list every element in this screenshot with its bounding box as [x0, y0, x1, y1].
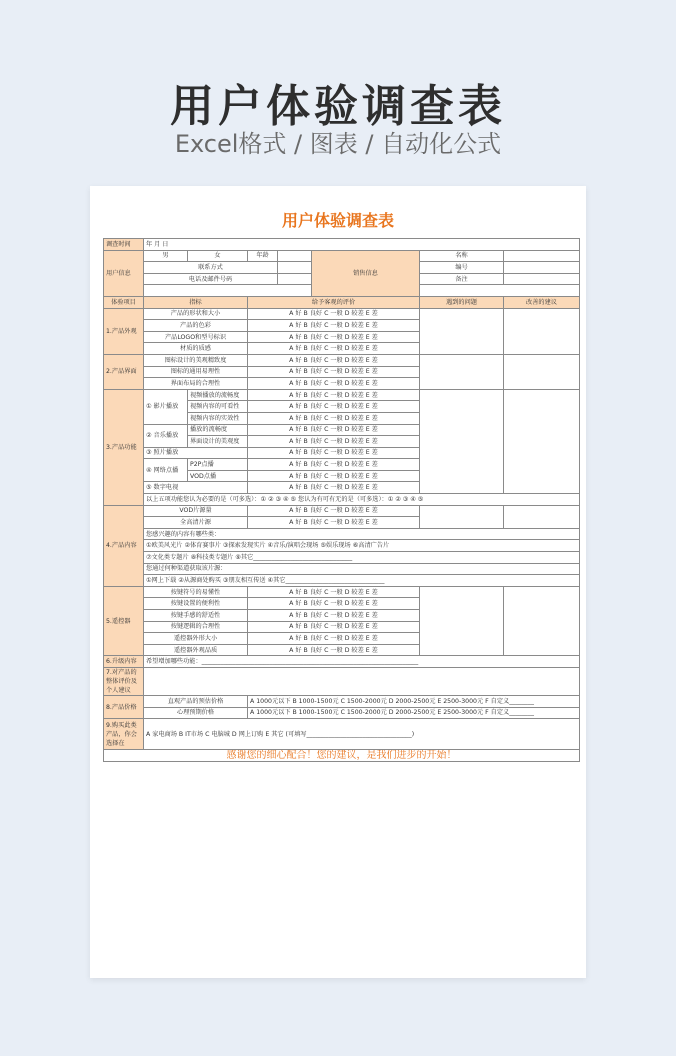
section-upgrade: 6.升级内容 — [104, 656, 144, 668]
section-purchase: 9.购买此类产品，你会选择在 — [104, 719, 144, 750]
rating-options[interactable]: A 好 B 良好 C 一般 D 较差 E 差 — [248, 354, 420, 366]
suggestion-field[interactable] — [504, 308, 580, 354]
interest-options-2[interactable]: ⑦文化类专题片 ⑧科技类专题片 ⑨其它________________________________ — [144, 552, 580, 564]
age-label: 年龄 — [248, 250, 278, 262]
rating-options[interactable]: A 好 B 良好 C 一般 D 较差 E 差 — [248, 517, 420, 529]
contact-field[interactable] — [278, 262, 312, 274]
suggestion-field[interactable] — [504, 505, 580, 528]
dealer-note-field[interactable] — [504, 273, 580, 285]
rating-options[interactable]: A 好 B 良好 C 一般 D 较差 E 差 — [248, 447, 420, 459]
header-problem: 遇到的问题 — [420, 296, 504, 308]
user-info-row — [104, 250, 580, 262]
rating-options[interactable]: A 好 B 良好 C 一般 D 较差 E 差 — [248, 482, 420, 494]
index-label: 播放的流畅度 — [188, 424, 248, 436]
header-suggestion: 改善的建议 — [504, 296, 580, 308]
survey-time-label: 调查时间 — [104, 239, 144, 251]
email-phone-label: 电话及邮件号码 — [144, 273, 278, 285]
price-row-label: 心理预期价格 — [144, 707, 248, 719]
index-label: 按键符号的易懂性 — [144, 586, 248, 598]
photo-label: ③ 照片播放 — [144, 447, 248, 459]
index-label: 全高清片源 — [144, 517, 248, 529]
index-label: 遥控器外形大小 — [144, 633, 248, 645]
rating-options[interactable]: A 好 B 良好 C 一般 D 较差 E 差 — [248, 412, 420, 424]
dealer-info-label: 销售信息 — [312, 250, 420, 296]
overall-field[interactable] — [144, 667, 580, 695]
source-question: 您通过何种渠道获取该片源： — [144, 563, 580, 575]
dealer-name-label: 名称 — [420, 250, 504, 262]
header-rating: 给予客观的评价 — [248, 296, 420, 308]
dealer-code-field[interactable] — [504, 262, 580, 274]
section-overall: 7.对产品的整体评价及个人建议 — [104, 667, 144, 695]
suggestion-field[interactable] — [504, 389, 580, 493]
section-interface: 2.产品界面 — [104, 354, 144, 389]
rating-options[interactable]: A 好 B 良好 C 一般 D 较差 E 差 — [248, 366, 420, 378]
price-options[interactable]: A 1000元以下 B 1000-1500元 C 1500-2000元 D 2000-2500元 E 2500-3000元 F 自定义________ — [248, 695, 580, 707]
rating-options[interactable]: A 好 B 良好 C 一般 D 较差 E 差 — [248, 343, 420, 355]
rating-options[interactable]: A 好 B 良好 C 一般 D 较差 E 差 — [248, 331, 420, 343]
index-label: 图标设计的美观精致度 — [144, 354, 248, 366]
header-row — [104, 296, 580, 308]
index-label: VOD片源量 — [144, 505, 248, 517]
index-label: 界面布局的合理性 — [144, 378, 248, 390]
rating-options[interactable]: A 好 B 良好 C 一般 D 较差 E 差 — [248, 644, 420, 656]
survey-sheet — [90, 186, 586, 978]
email-phone-field[interactable] — [278, 273, 312, 285]
music-label: ② 音乐播放 — [144, 424, 188, 447]
index-label: 视频内容的实效性 — [188, 412, 248, 424]
interest-question: 您感兴趣的内容有哪些类： — [144, 528, 580, 540]
hero-title: 用户体验调查表 — [170, 81, 506, 132]
index-label: 产品的形状和大小 — [144, 308, 248, 320]
survey-table — [103, 238, 580, 762]
index-label: P2P点播 — [188, 459, 248, 471]
rating-options[interactable]: A 好 B 良好 C 一般 D 较差 E 差 — [248, 459, 420, 471]
index-label: VOD点播 — [188, 470, 248, 482]
rating-options[interactable]: A 好 B 良好 C 一般 D 较差 E 差 — [248, 378, 420, 390]
rating-options[interactable]: A 好 B 良好 C 一般 D 较差 E 差 — [248, 389, 420, 401]
section-content: 4.产品内容 — [104, 505, 144, 586]
problem-field[interactable] — [420, 586, 504, 656]
dealer-code-label: 编号 — [420, 262, 504, 274]
index-label: 按键手感的舒适性 — [144, 610, 248, 622]
index-label: 视频内容的可看性 — [188, 401, 248, 413]
section-remote: 5.遥控器 — [104, 586, 144, 656]
rating-options[interactable]: A 好 B 良好 C 一般 D 较差 E 差 — [248, 633, 420, 645]
rating-options[interactable]: A 好 B 良好 C 一般 D 较差 E 差 — [248, 320, 420, 332]
user-info-label: 用户信息 — [104, 250, 144, 296]
gender-female[interactable]: 女 — [188, 250, 248, 262]
price-options[interactable]: A 1000元以下 B 1000-1500元 C 1500-2000元 D 2000-2500元 E 2500-3000元 F 自定义________ — [248, 707, 580, 719]
header-item: 体验项目 — [104, 296, 144, 308]
suggestion-field[interactable] — [504, 354, 580, 389]
hero-subtitle: Excel格式 / 图表 / 自动化公式 — [174, 130, 502, 158]
index-label: 图标的通用易理性 — [144, 366, 248, 378]
problem-field[interactable] — [420, 505, 504, 528]
header-index: 指标 — [144, 296, 248, 308]
rating-options[interactable]: A 好 B 良好 C 一般 D 较差 E 差 — [248, 424, 420, 436]
sheet-title: 用户体验调查表 — [281, 211, 394, 230]
dealer-name-field[interactable] — [504, 250, 580, 262]
index-label: 按键逻辑的合理性 — [144, 621, 248, 633]
rating-options[interactable]: A 好 B 良好 C 一般 D 较差 E 差 — [248, 436, 420, 448]
thanks-message: 感谢您的细心配合！您的建议，是我们进步的开始！ — [104, 750, 580, 762]
survey-time-row — [104, 239, 580, 251]
index-label: 遥控器外观品质 — [144, 644, 248, 656]
suggestion-field[interactable] — [504, 586, 580, 656]
rating-options[interactable]: A 好 B 良好 C 一般 D 较差 E 差 — [248, 586, 420, 598]
dealer-note-label: 备注 — [420, 273, 504, 285]
problem-field[interactable] — [420, 308, 504, 354]
index-label: 材质的质感 — [144, 343, 248, 355]
survey-time-field[interactable]: 年 月 日 — [144, 239, 580, 251]
function-summary[interactable]: 以上五项功能您认为必要的是（可多选）：① ② ③ ④ ⑤ 您认为有可有无的是（可多选）：① ② ③ ④ ⑤ — [144, 494, 580, 506]
tv-label: ⑤ 数字电视 — [144, 482, 248, 494]
rating-options[interactable]: A 好 B 良好 C 一般 D 较差 E 差 — [248, 621, 420, 633]
rating-options[interactable]: A 好 B 良好 C 一般 D 较差 E 差 — [248, 470, 420, 482]
index-label: 产品LOGO和型号标识 — [144, 331, 248, 343]
purchase-options[interactable]: A 家电商场 B IT市场 C 电脑城 D 网上订购 E 其它 (可填写__________________________________) — [144, 719, 580, 750]
problem-field[interactable] — [420, 389, 504, 493]
source-options[interactable]: ①网上下载 ②从源商处购买 ③朋友相互传送 ④其它________________________________ — [144, 575, 580, 587]
section-function: 3.产品功能 — [104, 389, 144, 505]
upgrade-field[interactable]: 希望增加哪些功能：______________________________________________________________________ — [144, 656, 580, 668]
section-price: 8.产品价格 — [104, 695, 144, 718]
index-label: 界面设计的美观度 — [188, 436, 248, 448]
index-label: 视频播放的流畅度 — [188, 389, 248, 401]
section-appearance: 1.产品外观 — [104, 308, 144, 354]
interest-options-1[interactable]: ①欧美风光片 ②体育赛事片 ③探索发现实片 ④音乐/演唱会现场 ⑤娱乐现场 ⑥高清广告片 — [144, 540, 580, 552]
rating-options[interactable]: A 好 B 良好 C 一般 D 较差 E 差 — [248, 598, 420, 610]
rating-options[interactable]: A 好 B 良好 C 一般 D 较差 E 差 — [248, 308, 420, 320]
price-row-label: 直观产品的预估价格 — [144, 695, 248, 707]
index-label: 按键设置的便利性 — [144, 598, 248, 610]
contact-label: 联系方式 — [144, 262, 278, 274]
network-label: ④ 网络点播 — [144, 459, 188, 482]
video-label: ① 影片播放 — [144, 389, 188, 424]
rating-options[interactable]: A 好 B 良好 C 一般 D 较差 E 差 — [248, 401, 420, 413]
problem-field[interactable] — [420, 354, 504, 389]
index-label: 产品的色彩 — [144, 320, 248, 332]
gender-male[interactable]: 男 — [144, 250, 188, 262]
age-field[interactable] — [278, 250, 312, 262]
rating-options[interactable]: A 好 B 良好 C 一般 D 较差 E 差 — [248, 505, 420, 517]
rating-options[interactable]: A 好 B 良好 C 一般 D 较差 E 差 — [248, 610, 420, 622]
